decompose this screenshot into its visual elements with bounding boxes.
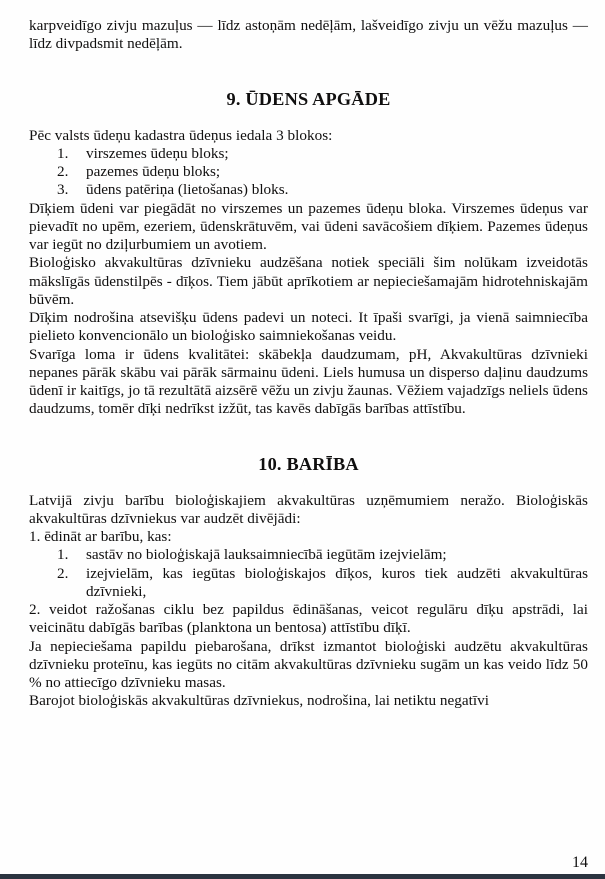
section-9-lead-in: Pēc valsts ūdeņu kadastra ūdeņus iedala 3 blokos: xyxy=(29,126,333,144)
list-item xyxy=(29,181,588,199)
list-item-text: ūdens patēriņa (lietošanas) bloks. xyxy=(86,181,289,199)
list-marker: 3. xyxy=(57,181,69,199)
list-item-text: izejvielām, kas iegūtas bioloģiskajos dīķos, kuros tiek audzēti akvakultūras dzīvnieki, xyxy=(86,564,588,600)
section-10-lead-in: Latvijā zivju barību bioloģiskajiem akvakultūras uzņēmumiem neražo. Bioloģiskās akvakultūras dzīvniekus var audzēt divējādi: xyxy=(29,491,588,527)
section-9-paragraph-3: Dīķim nodrošina atsevišķu ūdens padevi un noteci. It īpaši svarīgi, ja vienā saimniecība pielieto konvencionālo un bioloģisko saimniekošanas veidu. xyxy=(29,309,588,345)
section-10-paragraph-1: Ja nepieciešama papildu piebarošana, drīkst izmantot bioloģiski audzētu akvakultūras dzīvnieku proteīnu, kas iegūts no citām akvakultūras dzīvnieku sugām un kas veido līdz 50 % no attiecīgo dzīvnieku masas. xyxy=(29,637,588,691)
section-10-list xyxy=(29,546,588,601)
intro-paragraph: karpveidīgo zivju mazuļus — līdz astoņām nedēļām, lašveidīgo zivju un vēžu mazuļus — līdz divpadsmit nedēļām. xyxy=(29,17,588,53)
section-9-paragraph-2: Bioloģisko akvakultūras dzīvnieku audzēšana notiek speciāli šim nolūkam izveidotās mākslīgās ūdenstilpēs - dīķos. Tiem jābūt aprīkotiem ar nepieciešamajām hidrotehniskajām būvēm. xyxy=(29,254,588,308)
page-number: 14 xyxy=(572,854,588,871)
list-marker: 2. xyxy=(57,564,69,582)
spacer-after-heading-9 xyxy=(29,108,588,126)
spacer-after-heading-10 xyxy=(29,473,588,491)
list-item-text: pazemes ūdeņu bloks; xyxy=(86,163,221,180)
section-9-paragraph-4: Svarīga loma ir ūdens kvalitātei: skābekļa daudzumam, pH, Akvakultūras dzīvnieki nepanes pārāk skābu vai pārāk sārmainu ūdeni. Liels humusa un disperso daļinu daudzums ūdenī ir kaitīgs, jo tā rezultātā aizsērē vēžu un zivju žaunas. Vēžiem vajadzīgs neliels ūdens daudzums, tomēr dīķi nedrīkst izžūt, tas kavēs dabīgās barības attīstību. xyxy=(29,345,588,418)
list-marker: 1. xyxy=(57,144,69,162)
list-marker: 1. xyxy=(57,546,69,564)
list-marker: 2. xyxy=(57,163,69,180)
list-item xyxy=(29,145,588,163)
section-9-list xyxy=(29,145,588,200)
section-heading-9: 9. ŪDENS APGĀDE xyxy=(226,89,391,109)
section-10-outer-item-2: 2. veidot ražošanas ciklu bez papildus ēdināšanas, veicot regulāru dīķu apstrādi, lai veicinātu dabīgās barības (planktona un bentosa) attīstību dīķī. xyxy=(29,601,588,637)
bottom-edge-strip xyxy=(0,874,605,879)
section-10-outer-item-1: 1. ēdināt ar barību, kas: xyxy=(29,528,172,545)
spacer-before-heading-10 xyxy=(29,419,588,456)
list-item xyxy=(29,565,588,602)
list-item-text: sastāv no bioloģiskajā lauksaimniecībā iegūtām izejvielām; xyxy=(86,546,447,564)
list-item xyxy=(29,546,588,564)
list-item xyxy=(29,163,588,181)
section-heading-10: 10. BARĪBA xyxy=(258,454,359,474)
section-10-paragraph-2: Barojot bioloģiskās akvakultūras dzīvniekus, nodrošina, lai netiktu negatīvi xyxy=(29,692,490,710)
page-content xyxy=(29,17,588,711)
spacer-before-heading-9 xyxy=(29,54,588,91)
list-item-text: virszemes ūdeņu bloks; xyxy=(86,144,229,162)
section-9-paragraph-1: Dīķiem ūdeni var piegādāt no virszemes un pazemes ūdeņu bloka. Virszemes ūdeņus var pievadīt no upēm, ezeriem, ūdenskrātuvēm, vai ūdeni savācošiem dīķiem. Pazemes ūdeņus var iegūt no dziļurbumiem un avotiem. xyxy=(29,199,588,253)
